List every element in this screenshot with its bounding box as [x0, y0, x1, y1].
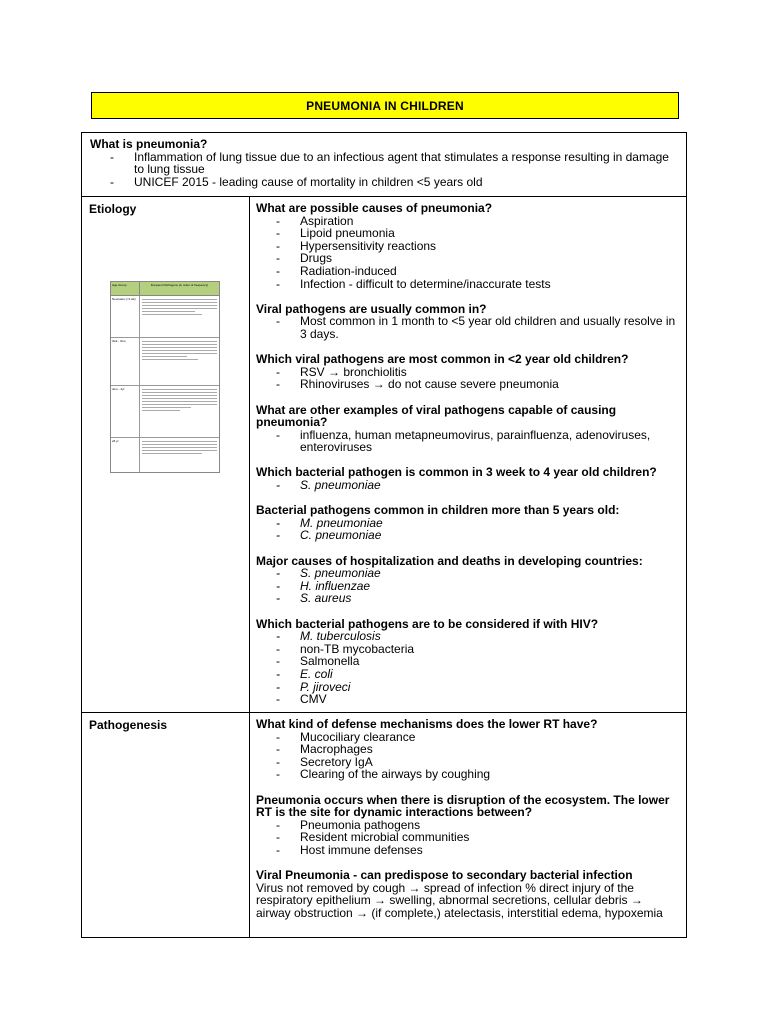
list-item: - P. jiroveci [276, 681, 680, 694]
thumbnail-cell [140, 386, 219, 437]
section-question: Bacterial pathogens common in children more than 5 years old: [256, 503, 620, 518]
section-question: What are other examples of viral pathogens capable of causing pneumonia? [256, 402, 617, 430]
list-item: - Aspiration [276, 215, 680, 228]
thumbnail-header-col2: Frequent Pathogens (in order of frequency) [150, 283, 209, 287]
section-question: Which bacterial pathogen is common in 3 week to 4 year old children? [256, 465, 657, 480]
list-item: - Clearing of the airways by coughing [276, 768, 680, 781]
section-question: Pneumonia occurs when there is disruption of the ecosystem. The lower RT is the site for dynamic interactions between? [256, 792, 670, 820]
section-question: What kind of defense mechanisms does the lower RT have? [256, 717, 598, 731]
section-question: Which bacterial pathogens are to be considered if with HIV? [256, 616, 599, 631]
section-list [256, 429, 680, 454]
thumbnail-row [111, 296, 219, 338]
section-list [256, 731, 680, 781]
list-item: - E. coli [276, 668, 680, 681]
list-item: - Most common in 1 month to <5 year old children and usually resolve in 3 days. [276, 315, 680, 340]
pathogenesis-label: Pathogenesis [89, 718, 168, 732]
intro-list [90, 151, 680, 189]
list-item: - Macrophages [276, 743, 680, 756]
intro-row [82, 133, 686, 197]
section-list [256, 479, 680, 492]
list-item: - M. tuberculosis [276, 630, 680, 643]
list-item: - S. pneumoniae [276, 479, 680, 492]
viral-pneumonia-text: Virus not removed by cough → spread of infection % direct injury of the respiratory epithelium → swelling, abnormal secretions, cellular debris → airway obstruction → (if complete,) atelectasis, interstitial edema, hypoxemia [256, 880, 663, 920]
list-item: - Resident microbial communities [276, 831, 680, 844]
document-title: PNEUMONIA IN CHILDREN [91, 92, 679, 119]
etiology-label: Etiology [89, 202, 137, 216]
thumbnail-row [111, 338, 219, 386]
section-list [256, 517, 680, 542]
list-item: - Mucociliary clearance [276, 731, 680, 744]
section-list [256, 630, 680, 706]
list-item: - RSV → bronchiolitis [276, 366, 680, 379]
list-item: - Lipoid pneumonia [276, 227, 680, 240]
content-table [81, 132, 687, 938]
pathogen-table-thumbnail [110, 281, 220, 473]
list-item: - S. aureus [276, 592, 680, 605]
thumbnail-age: Neonates (<3 wk) [111, 296, 140, 337]
pathogenesis-sections [256, 718, 680, 857]
list-item: - Salmonella [276, 655, 680, 668]
section-question: Which viral pathogens are most common in <2 year old children? [256, 352, 629, 367]
thumbnail-age: 3wk - 3mo [111, 338, 140, 385]
section-list [256, 215, 680, 291]
pathogenesis-content [250, 713, 686, 937]
thumbnail-cell [140, 296, 219, 337]
section-question: Major causes of hospitalization and deaths in developing countries: [256, 553, 643, 568]
thumbnail-cell [140, 438, 219, 472]
section-question: What are possible causes of pneumonia? [256, 201, 493, 215]
list-item: - non-TB mycobacteria [276, 643, 680, 656]
viral-pneumonia-heading: Viral Pneumonia - can predispose to secondary bacterial infection [256, 868, 633, 883]
section-list [256, 819, 680, 857]
thumbnail-age: 4mo - 4yr [111, 386, 140, 437]
list-item: - Drugs [276, 252, 680, 265]
list-item: - Host immune defenses [276, 844, 680, 857]
section-question: Viral pathogens are usually common in? [256, 301, 487, 316]
etiology-label-cell [82, 197, 250, 712]
list-item: - Secretory IgA [276, 756, 680, 769]
list-item: - M. pneumoniae [276, 517, 680, 530]
thumbnail-header [111, 282, 219, 296]
thumbnail-header-col1: Age Group [111, 282, 140, 295]
thumbnail-cell [140, 338, 219, 385]
list-item: - Hypersensitivity reactions [276, 240, 680, 253]
list-item: - H. influenzae [276, 580, 680, 593]
pathogenesis-label-cell [82, 713, 250, 937]
list-item: - UNICEF 2015 - leading cause of mortality in children <5 years old [110, 176, 680, 189]
list-item: - Pneumonia pathogens [276, 819, 680, 832]
list-item: - S. pneumoniae [276, 567, 680, 580]
section-list [256, 315, 680, 340]
pathogenesis-row [82, 713, 686, 937]
list-item: - Rhinoviruses → do not cause severe pneumonia [276, 378, 680, 391]
thumbnail-row [111, 438, 219, 472]
list-item: - influenza, human metapneumovirus, parainfluenza, adenoviruses, enteroviruses [276, 429, 680, 454]
list-item: - Infection - difficult to determine/inaccurate tests [276, 278, 680, 291]
list-item: - Inflammation of lung tissue due to an infectious agent that stimulates a response resulting in damage to lung tissue [110, 151, 680, 176]
list-item: - Radiation-induced [276, 265, 680, 278]
thumbnail-age: ≥5 yr [111, 438, 140, 472]
intro-question: What is pneumonia? [90, 137, 208, 151]
thumbnail-row [111, 386, 219, 438]
list-item: - C. pneumoniae [276, 529, 680, 542]
section-list [256, 567, 680, 605]
list-item: - CMV [276, 693, 680, 706]
etiology-content [250, 197, 686, 712]
section-list [256, 366, 680, 391]
etiology-row [82, 197, 686, 713]
